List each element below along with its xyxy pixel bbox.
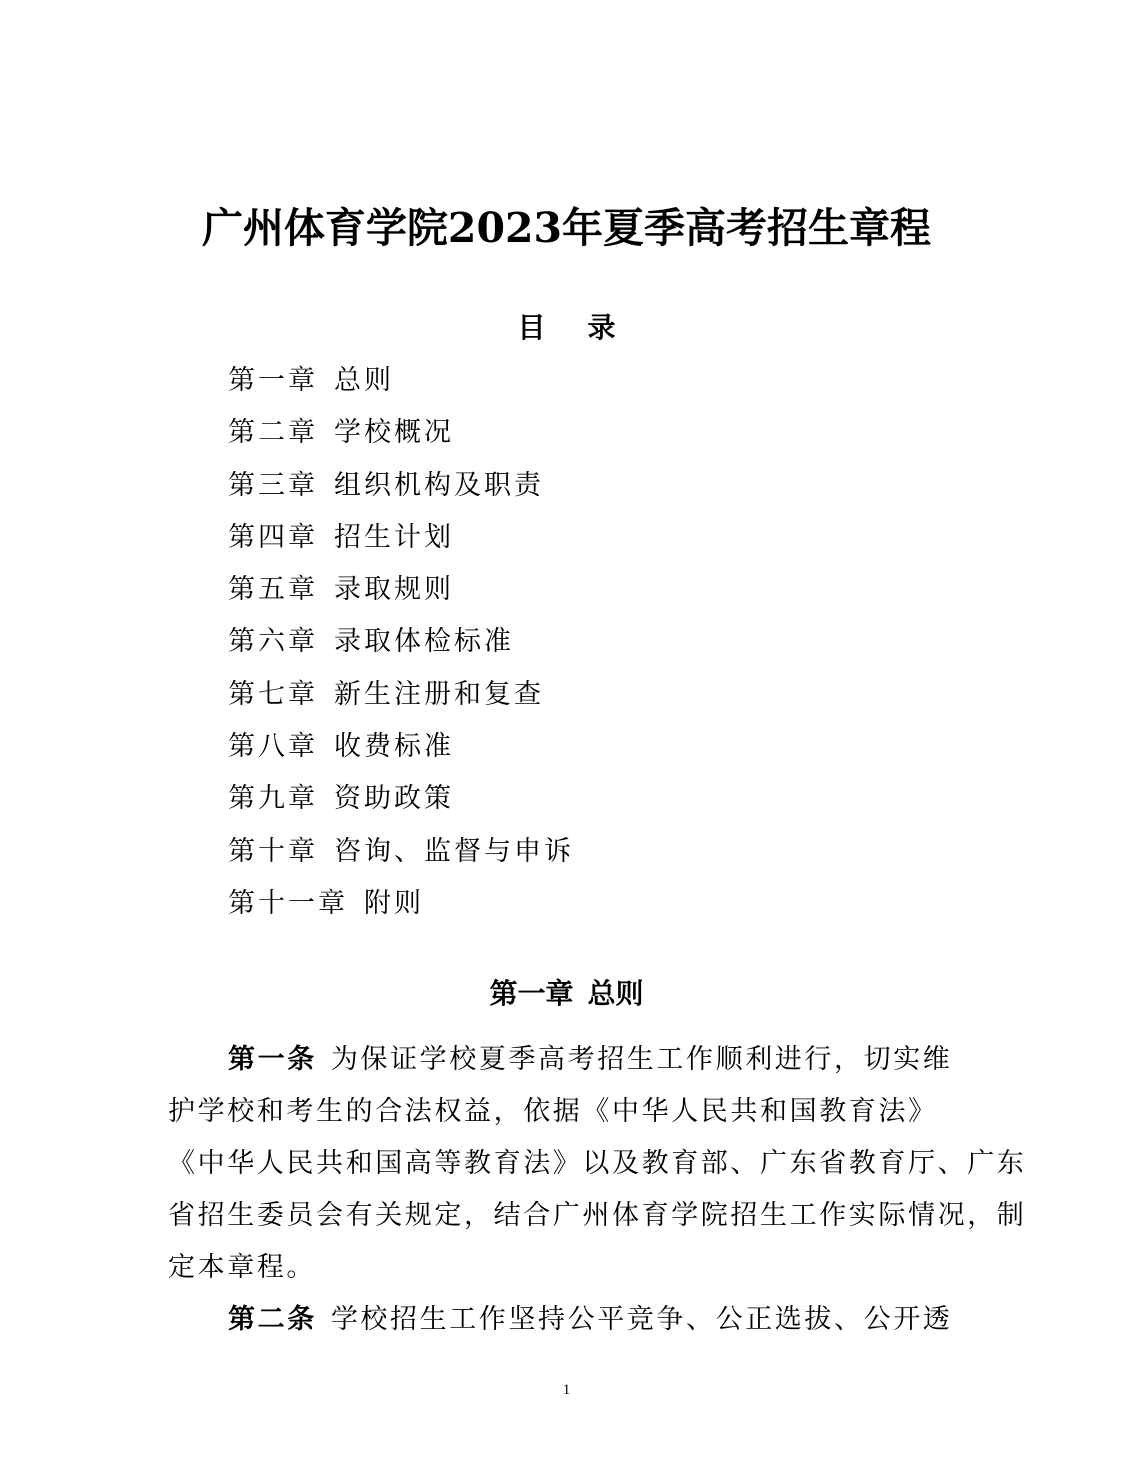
article-label: 第二条 <box>228 1304 317 1335</box>
toc-item-number: 第七章 <box>228 678 318 710</box>
page-number: 1 <box>562 1382 571 1398</box>
document-title: 广州体育学院2023年夏季高考招生章程 <box>201 204 932 252</box>
toc-item <box>228 826 574 878</box>
toc-item-title: 收费标准 <box>334 731 454 763</box>
toc-item-title: 招生计划 <box>334 521 454 553</box>
toc-item-number: 第三章 <box>228 469 318 501</box>
toc-item-title: 新生注册和复查 <box>334 678 544 710</box>
article-line <box>168 1294 968 1346</box>
table-of-contents <box>228 355 574 930</box>
toc-heading-right: 录 <box>587 311 616 344</box>
toc-item-number: 第八章 <box>228 731 318 763</box>
article-line: 护学校和考生的合法权益，依据《中华人民共和国教育法》 <box>168 1096 938 1127</box>
toc-heading <box>0 308 1133 348</box>
toc-item-title: 咨询、监督与申诉 <box>334 835 574 867</box>
article-text: 为保证学校夏季高考招生工作顺利进行，切实维 <box>330 1044 953 1075</box>
article-paragraph <box>168 1294 968 1346</box>
article-line: 《中华人民共和国高等教育法》以及教育部、广东省教育厅、广东 <box>168 1148 1027 1179</box>
chapter-title: 总则 <box>587 977 644 1010</box>
article-line <box>168 1034 968 1086</box>
toc-item-number: 第十章 <box>228 835 318 867</box>
chapter-number: 第一章 <box>489 977 574 1010</box>
toc-item <box>228 355 574 407</box>
toc-item <box>228 721 574 773</box>
chapter-heading <box>0 972 1133 1016</box>
toc-item-title: 总则 <box>334 365 394 396</box>
article-line: 定本章程。 <box>168 1252 316 1283</box>
toc-heading-left: 目 <box>517 311 546 344</box>
article-paragraph <box>168 1034 1027 1294</box>
article-line: 省招生委员会有关规定，结合广州体育学院招生工作实际情况，制 <box>168 1200 1027 1231</box>
toc-item <box>228 878 574 930</box>
toc-item <box>228 564 574 616</box>
toc-item-title: 资助政策 <box>334 783 454 815</box>
toc-item <box>228 616 574 668</box>
toc-item <box>228 773 574 825</box>
toc-item-title: 学校概况 <box>334 417 454 449</box>
toc-item-title: 附则 <box>364 887 424 919</box>
toc-item-title: 录取体检标准 <box>334 626 514 658</box>
toc-item-number: 第二章 <box>228 417 318 449</box>
toc-item-number: 第六章 <box>228 626 318 658</box>
toc-item <box>228 669 574 721</box>
toc-item-title: 组织机构及职责 <box>334 469 544 501</box>
toc-item <box>228 407 574 459</box>
article-label: 第一条 <box>228 1044 317 1075</box>
toc-item <box>228 460 574 512</box>
toc-item-number: 第十一章 <box>228 887 348 919</box>
toc-item-number: 第九章 <box>228 783 318 815</box>
toc-item <box>228 512 574 564</box>
toc-item-title: 录取规则 <box>334 574 454 606</box>
article-text: 学校招生工作坚持公平竞争、公正选拔、公开透 <box>330 1304 953 1335</box>
toc-item-number: 第五章 <box>228 574 318 606</box>
toc-item-number: 第四章 <box>228 521 318 553</box>
toc-item-number: 第一章 <box>228 365 318 396</box>
